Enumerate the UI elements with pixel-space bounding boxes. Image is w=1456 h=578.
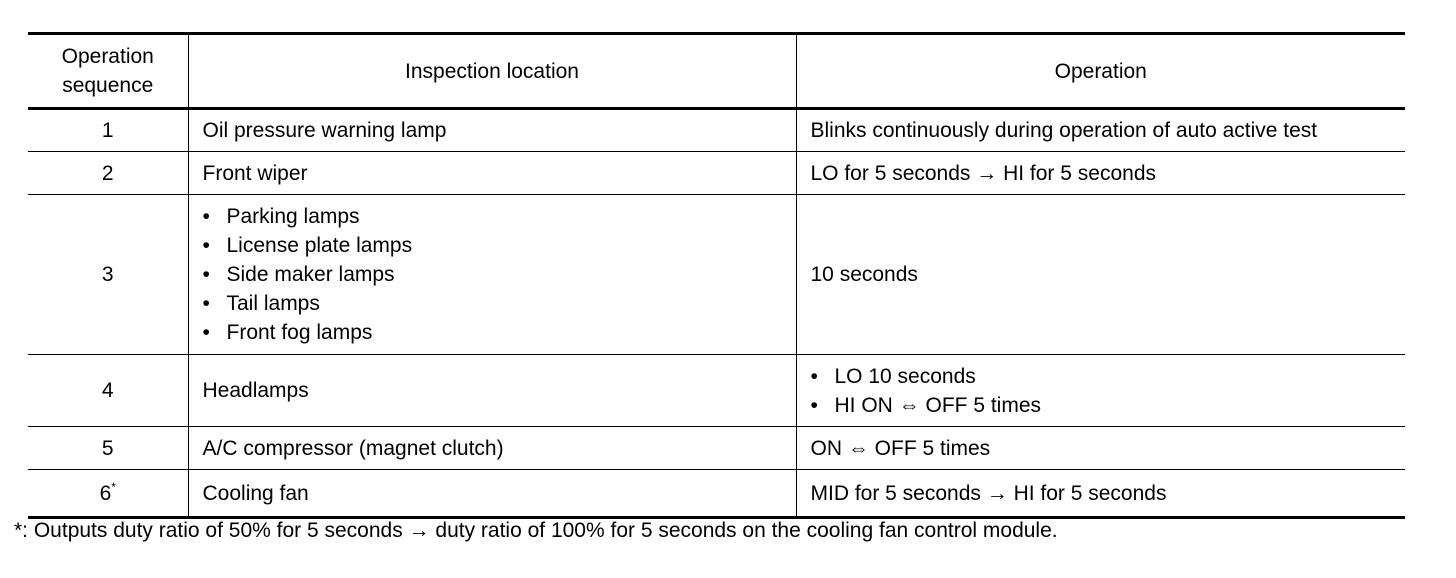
row-operation <box>796 355 1405 427</box>
row-sequence: 4 <box>28 355 188 427</box>
list-item: • Front fog lamps <box>203 318 782 347</box>
table-row <box>28 109 1405 152</box>
row-location: Cooling fan <box>188 470 796 518</box>
table-row <box>28 427 1405 470</box>
header-inspection-location: Inspection location <box>188 34 796 109</box>
row-operation: LO for 5 seconds → HI for 5 seconds <box>796 152 1405 195</box>
row-sequence: 3 <box>28 195 188 355</box>
row-location: Oil pressure warning lamp <box>188 109 796 152</box>
row-sequence <box>28 470 188 518</box>
footnote: *: Outputs duty ratio of 50% for 5 seconds → duty ratio of 100% for 5 seconds on the cooling fan control module. <box>14 519 1058 542</box>
list-item: • LO 10 seconds <box>811 362 1392 391</box>
operation-bullet-list <box>811 362 1392 420</box>
row-sequence: 2 <box>28 152 188 195</box>
list-item: • Parking lamps <box>203 202 782 231</box>
footnote-marker: * <box>111 479 116 494</box>
row-sequence: 1 <box>28 109 188 152</box>
location-bullet-list <box>203 202 782 347</box>
row-operation: MID for 5 seconds → HI for 5 seconds <box>796 470 1405 518</box>
header-sequence-line2: sequence <box>62 74 154 97</box>
row-location: Front wiper <box>188 152 796 195</box>
list-item: • HI ON ⇔ OFF 5 times <box>811 391 1392 420</box>
row-location: Headlamps <box>188 355 796 427</box>
header-operation-sequence <box>28 34 188 109</box>
row-operation: Blinks continuously during operation of auto active test <box>796 109 1405 152</box>
table-row <box>28 195 1405 355</box>
table-row <box>28 152 1405 195</box>
list-item: • Tail lamps <box>203 289 782 318</box>
row-location: A/C compressor (magnet clutch) <box>188 427 796 470</box>
table-row <box>28 470 1405 518</box>
list-item: • Side maker lamps <box>203 260 782 289</box>
inspection-table <box>28 32 1405 519</box>
row-operation: 10 seconds <box>796 195 1405 355</box>
list-item: • License plate lamps <box>203 231 782 260</box>
table-row <box>28 355 1405 427</box>
header-operation: Operation <box>796 34 1405 109</box>
row-operation: ON ⇔ OFF 5 times <box>796 427 1405 470</box>
table-header-row <box>28 34 1405 109</box>
row-location <box>188 195 796 355</box>
sequence-number: 6 <box>99 481 112 505</box>
row-sequence: 5 <box>28 427 188 470</box>
header-sequence-line1: Operation <box>61 45 154 68</box>
